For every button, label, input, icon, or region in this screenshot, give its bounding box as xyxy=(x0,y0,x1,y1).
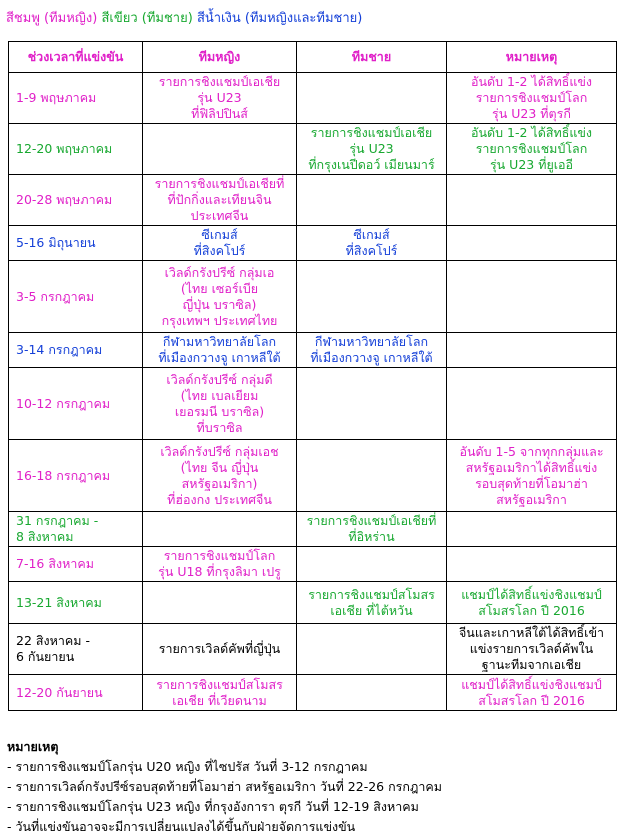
note-item: - วันที่แข่งขันอาจจะมีการเปลี่ยนแปลงได้ขึ้นกับฝ่ายจัดการแข่งขัน xyxy=(7,819,356,834)
period-cell: 5-16 มิถุนายน xyxy=(9,226,143,261)
notes-section xyxy=(7,737,442,837)
period-cell: 3-5 กรกฎาคม xyxy=(9,261,143,333)
period-cell: 31 กรกฎาคม - 8 สิงหาคม xyxy=(9,512,143,547)
women-cell xyxy=(143,582,297,624)
table-row xyxy=(9,547,617,582)
header-notes: หมายเหตุ xyxy=(447,42,617,73)
women-cell: รายการชิงแชมป์สโมสร เอเชีย ที่เวียดนาม xyxy=(143,675,297,711)
men-cell xyxy=(297,440,447,512)
women-cell: ซีเกมส์ ที่สิงคโปร์ xyxy=(143,226,297,261)
table-row xyxy=(9,675,617,711)
period-cell: 3-14 กรกฎาคม xyxy=(9,333,143,368)
note-item: - รายการชิงแชมป์โลกรุ่น U23 หญิง ที่กรุงอังการา ตุรกี วันที่ 12-19 สิงหาคม xyxy=(7,799,419,814)
note-cell xyxy=(447,547,617,582)
note-cell: อันดับ 1-2 ได้สิทธิ์แข่ง รายการชิงแชมป์โลก รุ่น U23 ที่ยูเออี xyxy=(447,124,617,175)
women-cell: รายการชิงแชมป์เอเชีย รุ่น U23 ที่ฟิลิปปินส์ xyxy=(143,73,297,124)
note-cell xyxy=(447,226,617,261)
women-cell: เวิลด์กรังปรีซ์ กลุ่มเอช (ไทย จีน ญี่ปุ่น สหรัฐอเมริกา) ที่ฮ่องกง ประเทศจีน xyxy=(143,440,297,512)
women-cell: รายการเวิลด์คัพที่ญี่ปุ่น xyxy=(143,624,297,675)
table-row xyxy=(9,73,617,124)
men-cell xyxy=(297,675,447,711)
table-row xyxy=(9,226,617,261)
schedule-table xyxy=(8,41,617,711)
period-cell: 22 สิงหาคม - 6 กันยายน xyxy=(9,624,143,675)
men-cell xyxy=(297,624,447,675)
note-item: - รายการเวิลด์กรังปรีซ์รอบสุดท้ายที่โอมาฮ่า สหรัฐอเมริกา วันที่ 22-26 กรกฎาคม xyxy=(7,779,442,794)
women-cell: เวิลด์กรังปรีซ์ กลุ่มเอ (ไทย เซอร์เบีย ญี่ปุ่น บราซิล) กรุงเทพฯ ประเทศไทย xyxy=(143,261,297,333)
table-row xyxy=(9,368,617,440)
men-cell: รายการชิงแชมป์สโมสร เอเชีย ที่ไต้หวัน xyxy=(297,582,447,624)
period-cell: 13-21 สิงหาคม xyxy=(9,582,143,624)
period-cell: 20-28 พฤษภาคม xyxy=(9,175,143,226)
note-cell: อันดับ 1-5 จากทุกกลุ่มและ สหรัฐอเมริกาได้สิทธิ์แข่ง รอบสุดท้ายที่โอมาฮ่า สหรัฐอเมริกา xyxy=(447,440,617,512)
men-cell xyxy=(297,73,447,124)
men-cell xyxy=(297,261,447,333)
period-cell: 7-16 สิงหาคม xyxy=(9,547,143,582)
women-cell: รายการชิงแชมป์เอเชียที่ ที่ปักกิ่งและเทียนจิน ประเทศจีน xyxy=(143,175,297,226)
note-cell xyxy=(447,333,617,368)
men-cell: ซีเกมส์ ที่สิงคโปร์ xyxy=(297,226,447,261)
color-legend xyxy=(6,7,362,28)
table-row xyxy=(9,582,617,624)
period-cell: 16-18 กรกฎาคม xyxy=(9,440,143,512)
table-row xyxy=(9,261,617,333)
women-cell: เวิลด์กรังปรีซ์ กลุ่มดี (ไทย เบลเยียม เยอรมนี บราซิล) ที่บราซิล xyxy=(143,368,297,440)
period-cell: 12-20 กันยายน xyxy=(9,675,143,711)
header-women: ทีมหญิง xyxy=(143,42,297,73)
header-men: ทีมชาย xyxy=(297,42,447,73)
legend-pink: สีชมพู (ทีมหญิง) xyxy=(6,11,98,26)
header-row xyxy=(9,42,617,73)
period-cell: 1-9 พฤษภาคม xyxy=(9,73,143,124)
note-cell xyxy=(447,512,617,547)
table-row xyxy=(9,124,617,175)
legend-blue: สีน้ำเงิน (ทีมหญิงและทีมชาย) xyxy=(196,11,363,26)
men-cell: รายการชิงแชมป์เอเชียที่ ที่อิหร่าน xyxy=(297,512,447,547)
men-cell: รายการชิงแชมป์เอเชีย รุ่น U23 ที่กรุงเนปีดอว์ เมียนมาร์ xyxy=(297,124,447,175)
note-cell xyxy=(447,175,617,226)
table-row xyxy=(9,440,617,512)
period-cell: 10-12 กรกฎาคม xyxy=(9,368,143,440)
women-cell: รายการชิงแชมป์โลก รุ่น U18 ที่กรุงลิมา เปรู xyxy=(143,547,297,582)
note-cell: แชมป์ได้สิทธิ์แข่งชิงแชมป์ สโมสรโลก ปี 2016 xyxy=(447,582,617,624)
women-cell xyxy=(143,512,297,547)
women-cell xyxy=(143,124,297,175)
period-cell: 12-20 พฤษภาคม xyxy=(9,124,143,175)
women-cell: กีฬามหาวิทยาลัยโลก ที่เมืองกวางจู เกาหลีใต้ xyxy=(143,333,297,368)
men-cell: กีฬามหาวิทยาลัยโลก ที่เมืองกวางจู เกาหลีใต้ xyxy=(297,333,447,368)
table-row xyxy=(9,333,617,368)
men-cell xyxy=(297,547,447,582)
notes-title: หมายเหตุ xyxy=(7,739,59,754)
table-row xyxy=(9,512,617,547)
note-cell xyxy=(447,368,617,440)
table-row xyxy=(9,175,617,226)
legend-green: สีเขียว (ทีมชาย) xyxy=(101,11,193,26)
note-cell xyxy=(447,261,617,333)
table-row xyxy=(9,624,617,675)
header-period: ช่วงเวลาที่แข่งขัน xyxy=(9,42,143,73)
men-cell xyxy=(297,368,447,440)
men-cell xyxy=(297,175,447,226)
note-cell: อันดับ 1-2 ได้สิทธิ์แข่ง รายการชิงแชมป์โลก รุ่น U23 ที่ตุรกี xyxy=(447,73,617,124)
note-cell: แชมป์ได้สิทธิ์แข่งชิงแชมป์ สโมสรโลก ปี 2016 xyxy=(447,675,617,711)
note-cell: จีนและเกาหลีใต้ได้สิทธิ์เข้า แข่งรายการเวิลด์คัพใน ฐานะทีมจากเอเชีย xyxy=(447,624,617,675)
note-item: - รายการชิงแชมป์โลกรุ่น U20 หญิง ที่ไซปรัส วันที่ 3-12 กรกฎาคม xyxy=(7,759,368,774)
